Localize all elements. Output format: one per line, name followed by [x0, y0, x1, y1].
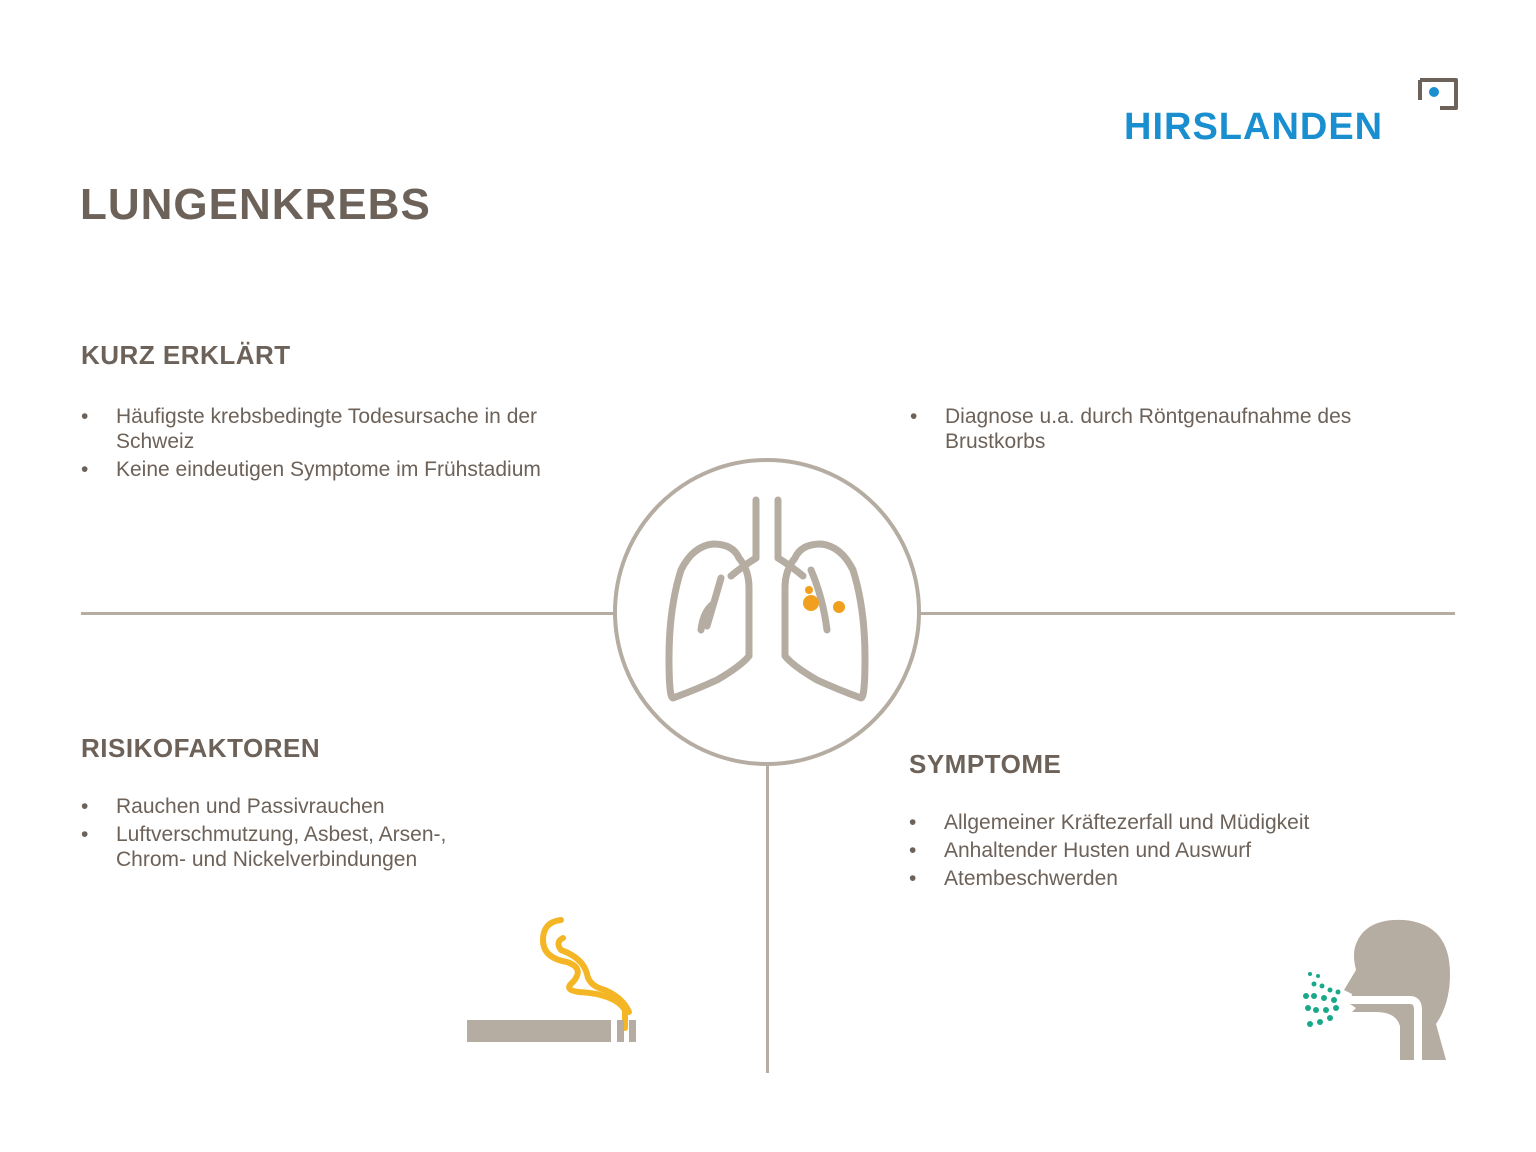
- list-item: • Luftverschmutzung, Asbest, Arsen-, Chrom- und Nickelverbindungen: [81, 823, 447, 871]
- divider-vertical: [766, 765, 769, 1073]
- divider-right: [920, 612, 1455, 615]
- list-item: • Anhaltender Husten und Auswurf: [909, 839, 1252, 862]
- cigarette-icon: [465, 912, 641, 1047]
- hirslanden-mark-icon: [1418, 78, 1458, 114]
- hirslanden-logo: [1124, 78, 1460, 148]
- list-item: • Keine eindeutigen Symptome im Frühstadium: [81, 458, 541, 481]
- kurz-right-list: [910, 404, 1410, 457]
- section-title-symptome: SYMPTOME: [909, 749, 1062, 779]
- list-item: • Rauchen und Passivrauchen: [81, 795, 385, 818]
- lungs-icon: [613, 458, 921, 766]
- list-item: • Allgemeiner Kräftezerfall und Müdigkeit: [909, 811, 1310, 834]
- brand-name: HIRSLANDEN: [1124, 106, 1384, 148]
- section-title-kurz: KURZ ERKLÄRT: [81, 340, 291, 370]
- divider-left: [81, 612, 615, 615]
- section-title-risiko: RISIKOFAKTOREN: [81, 733, 321, 763]
- coughing-head-icon: [1300, 914, 1460, 1062]
- risiko-list: [81, 794, 451, 875]
- page-title: LUNGENKREBS: [80, 180, 431, 229]
- kurz-left-list: [81, 404, 581, 485]
- list-item: • Atembeschwerden: [909, 867, 1118, 890]
- list-item: • Häufigste krebsbedingte Todesursache in der Schweiz: [81, 405, 538, 453]
- symptome-list: [909, 810, 1349, 894]
- list-item: • Diagnose u.a. durch Röntgenaufnahme des Brustkorbs: [910, 405, 1352, 453]
